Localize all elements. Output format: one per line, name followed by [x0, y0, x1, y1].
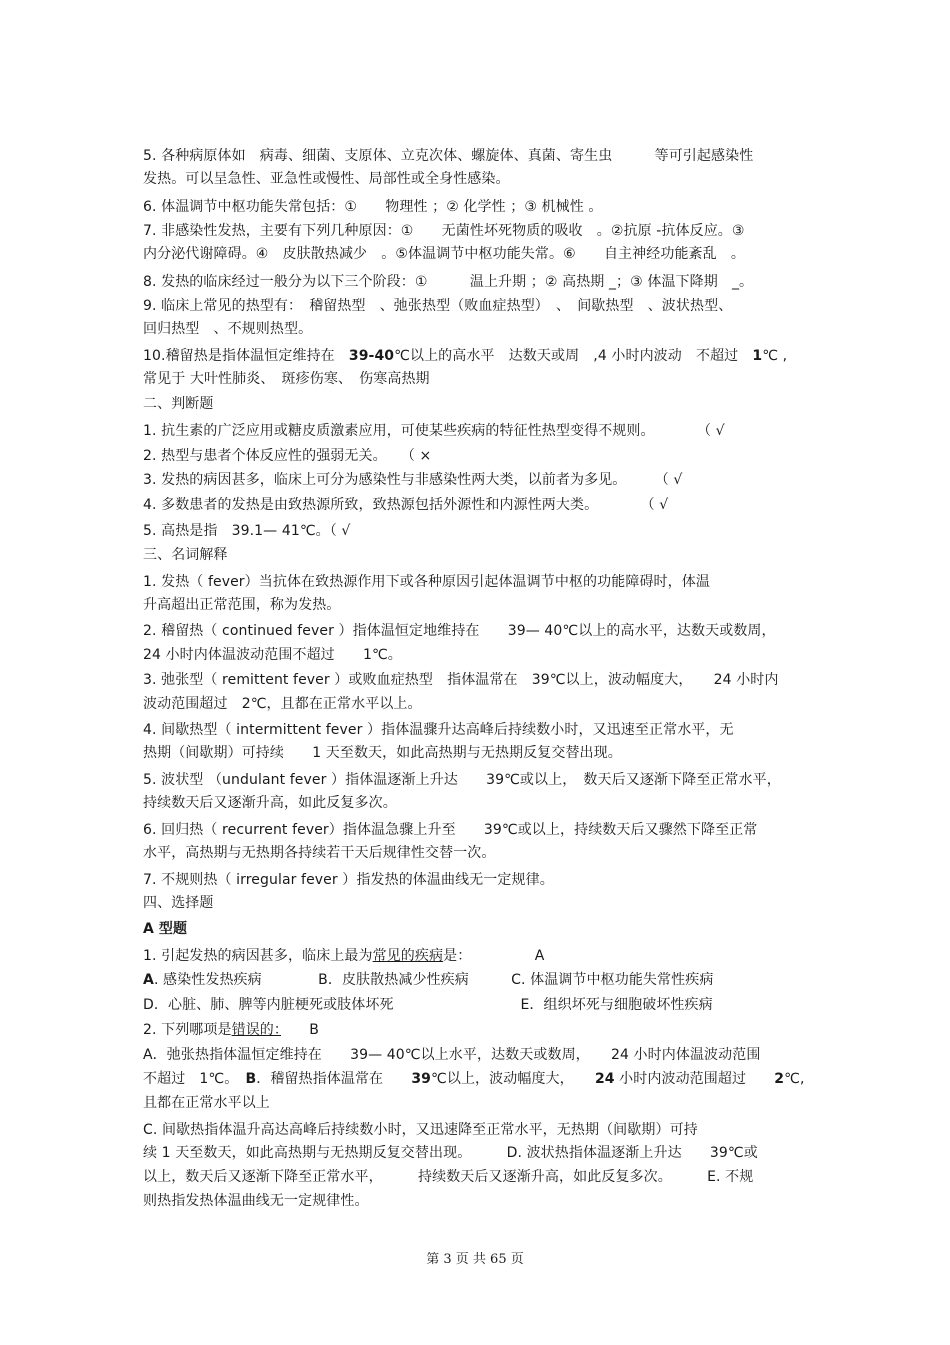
choice-q1-options-2: D．心脏、肺、脾等内脏梗死或肢体坏死 E．组织坏死与细胞破坏性疾病 [143, 997, 713, 1013]
q10-text-e: ℃ , [762, 348, 788, 364]
q1-opt-a-key: A [143, 972, 154, 988]
q2-l2e: ℃以上，波动幅度大， [431, 1071, 595, 1087]
fill-q10-line2: 常见于 大叶性肺炎、 斑疹伤寒、 伤寒高热期 [143, 371, 430, 387]
term-1-line2: 升高超出正常范围，称为发热。 [143, 597, 341, 613]
fill-q6: 6. 体温调节中枢功能失常包括：① 物理性 ；② 化学性 ；③ 机械性 。 [143, 199, 603, 215]
q2-l2i: ℃, [784, 1071, 805, 1087]
term-6-line2: 水平，高热期与无热期各持续若干天后规律性交替一次。 [143, 845, 496, 861]
choice-q2-line6: 以上，数天后又逐渐下降至正常水平， 持续数天后又逐渐升高，如此反复多次。 E. 不规 [143, 1169, 754, 1185]
q1-text-c: 是： A [443, 948, 545, 964]
term-5-line2: 持续数天后又逐渐升高，如此反复多次。 [143, 795, 397, 811]
choice-q2-line3: 且都在正常水平以上 [143, 1095, 270, 1111]
page-footer: 第 3 页 共 65 页 [426, 1252, 524, 1267]
term-2-line1: 2. 稽留热（ continued fever ）指体温恒定地维持在 39— 40℃以上的高水平，达数天或数周， [143, 623, 776, 639]
q2-l2g: 小时内波动范围超过 [614, 1071, 775, 1087]
fill-q10-line1 [143, 347, 813, 365]
q2-l2c: ．稽留热指体温常在 [256, 1071, 412, 1087]
fill-q8: 8. 发热的临床经过一般分为以下三个阶段：① 温上升期 ；② 高热期 _；③ 体温下降期 _。 [143, 274, 754, 290]
term-4-line1: 4. 间歇热型（ intermittent fever ）指体温骤升达高峰后持续数小时，又迅速至正常水平，无 [143, 722, 734, 738]
judge-heading: 二、判断题 [143, 396, 214, 412]
choice-q2-line2 [143, 1070, 813, 1088]
term-2-line2: 24 小时内体温波动范围不超过 1℃。 [143, 647, 402, 663]
choice-q2-line1: A．弛张热指体温恒定维持在 39— 40℃以上水平，达数天或数周， 24 小时内体温波动范围 [143, 1047, 761, 1063]
q2-underlined: 错误的： [231, 1022, 282, 1038]
q1-text-a: 1. 引起发热的病因甚多，临床上最为 [143, 948, 373, 964]
choice-q2 [143, 1021, 813, 1039]
fill-q9-line2: 回归热型 、不规则热型。 [143, 321, 313, 337]
judge-item-4: 4. 多数患者的发热是由致热源所致，致热源包括外源性和内源性两大类。 （ √ [143, 497, 669, 513]
fill-q7-line1: 7. 非感染性发热，主要有下列几种原因：① 无菌性坏死物质的吸收 。②抗原 -抗体反应。③ [143, 223, 745, 239]
choice-heading: 四、选择题 [143, 895, 214, 911]
choice-q1-options-1 [143, 971, 813, 989]
judge-item-2: 2. 热型与患者个体反应性的强弱无关。 （ × [143, 448, 432, 464]
term-3-line1: 3. 弛张型（ remittent fever ）或败血症热型 指体温常在 39℃以上，波动幅度大， 24 小时内 [143, 672, 779, 688]
q2-text-c: B [281, 1022, 319, 1038]
judge-item-3: 3. 发热的病因甚多，临床上可分为感染性与非感染性两大类，以前者为多见。 （ √ [143, 472, 683, 488]
term-4-line2: 热期（间歇期）可持续 1 天至数天，如此高热期与无热期反复交替出现。 [143, 745, 622, 761]
choice-q2-line4: C. 间歇热指体温升高达高峰后持续数小时，又迅速降至正常水平，无热期（间歇期）可持 [143, 1122, 698, 1138]
q2-l2f: 24 [594, 1071, 615, 1087]
fill-q9-line1: 9. 临床上常见的热型有： 稽留热型 、弛张热型（败血症热型） 、 间歇热型 、波状热型、 [143, 298, 733, 314]
terms-heading: 三、名词解释 [143, 547, 228, 563]
q2-l2b: B [245, 1071, 257, 1087]
choice-q2-line5: 续 1 天至数天，如此高热期与无热期反复交替出现。 D. 波状热指体温逐渐上升达 39℃或 [143, 1145, 758, 1161]
judge-item-5: 5. 高热是指 39.1— 41℃。（ √ [143, 523, 351, 539]
q1-opt-a-text: . 感染性发热疾病 B．皮肤散热减少性疾病 C. 体温调节中枢功能失常性疾病 [153, 972, 714, 988]
q10-text-c: ℃以上的高水平 达数天或周 ,4 小时内波动 不超过 [394, 348, 753, 364]
q10-text-a: 10.稽留热是指体温恒定维持在 [143, 348, 349, 364]
q2-text-a: 2. 下列哪项是 [143, 1022, 232, 1038]
term-3-line2: 波动范围超过 2℃，且都在正常水平以上。 [143, 696, 422, 712]
choice-q2-line7: 则热指发热体温曲线无一定规律性。 [143, 1193, 369, 1209]
q2-l2a: 不超过 1℃。 [143, 1071, 246, 1087]
a-type-label: A 型题 [143, 921, 188, 937]
q10-one: 1 [752, 348, 763, 364]
q2-l2d: 39 [411, 1071, 432, 1087]
term-6-line1: 6. 回归热（ recurrent fever）指体温急骤上升至 39℃或以上，持续数天后又骤然下降至正常 [143, 822, 758, 838]
q10-range: 39-40 [348, 348, 395, 364]
term-5-line1: 5. 波状型 （undulant fever ）指体温逐渐上升达 39℃或以上， 数天后又逐渐下降至正常水平， [143, 772, 781, 788]
fill-q7-line2: 内分泌代谢障碍。④ 皮肤散热减少 。⑤体温调节中枢功能失常。⑥ 自主神经功能紊乱 。 [143, 246, 745, 262]
q1-underlined: 常见的疾病 [372, 948, 444, 964]
judge-item-1: 1. 抗生素的广泛应用或糖皮质激素应用，可使某些疾病的特征性热型变得不规则。 （ √ [143, 423, 725, 439]
term-7: 7. 不规则热（ irregular fever ）指发热的体温曲线无一定规律。 [143, 872, 554, 888]
choice-q1 [143, 947, 813, 965]
term-1-line1: 1. 发热（ fever）当抗体在致热源作用下或各种原因引起体温调节中枢的功能障碍时，体温 [143, 574, 710, 590]
choice-a-type [143, 920, 813, 938]
fill-q5-line2: 发热。可以呈急性、亚急性或慢性、局部性或全身性感染。 [143, 171, 510, 187]
q2-l2h: 2 [774, 1071, 785, 1087]
fill-q5-line1: 5. 各种病原体如 病毒、细菌、支原体、立克次体、螺旋体、真菌、寄生虫 等可引起感染性 [143, 148, 754, 164]
